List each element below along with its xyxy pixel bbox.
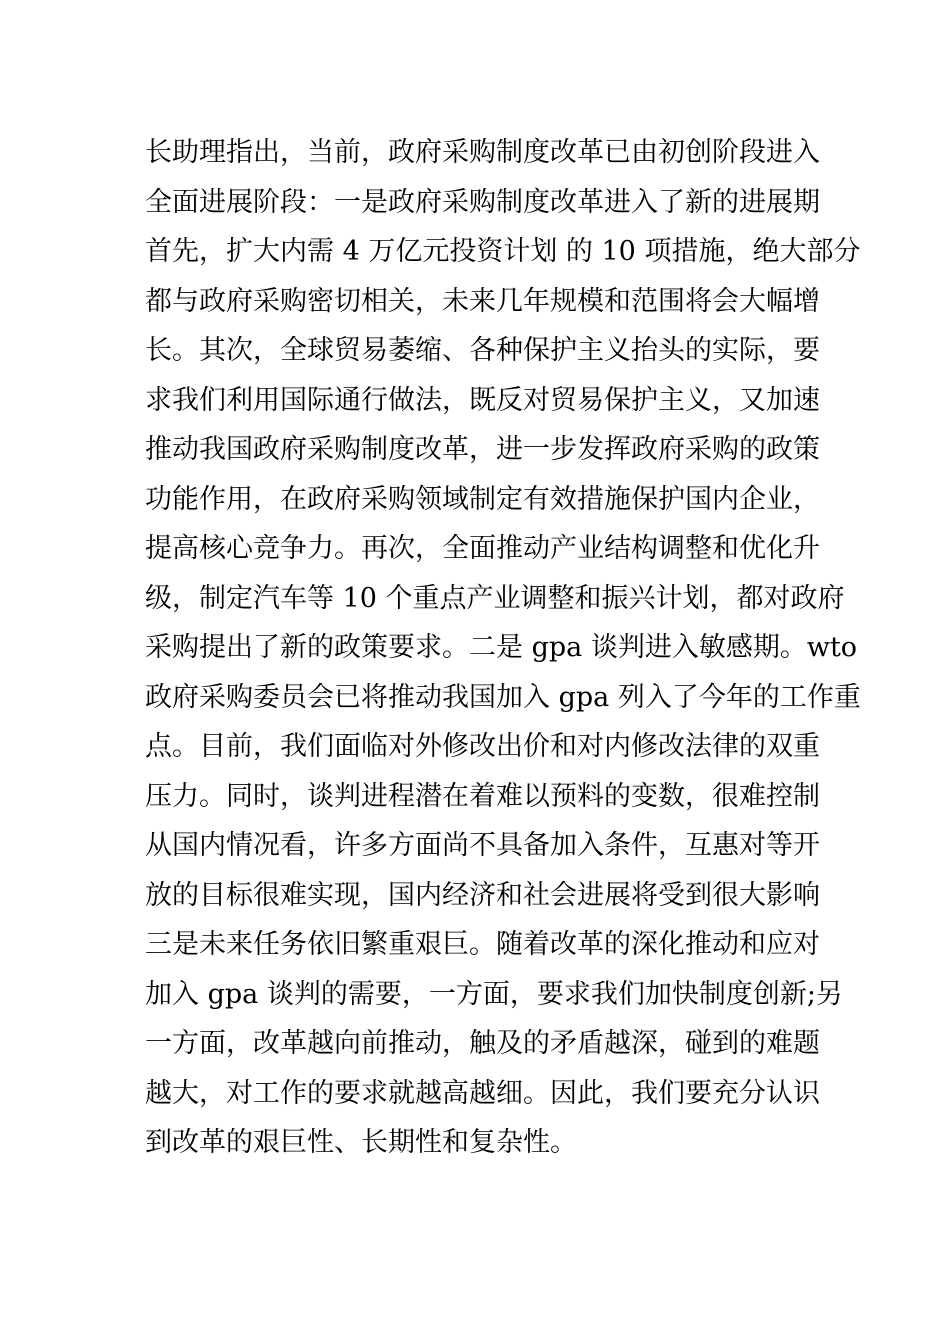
text-line: 长助理指出，当前，政府采购制度改革已由初创阶段进入 xyxy=(145,137,820,168)
text-line: 首先，扩大内需 4 万亿元投资计划 的 10 项措施，绝大部分 xyxy=(145,236,861,267)
text-line: 越大，对工作的要求就越高越细。因此，我们要充分认识 xyxy=(145,1077,820,1109)
text-line: 从国内情况看，许多方面尚不具备加入条件，互惠对等开 xyxy=(145,830,820,861)
text-line: 推动我国政府采购制度改革，进一步发挥政府采购的政策 xyxy=(145,434,820,465)
body-paragraph xyxy=(145,128,861,1168)
text-line: 长。其次，全球贸易萎缩、各种保护主义抬头的实际，要 xyxy=(145,335,820,366)
text-line: 政府采购委员会已将推动我国加入 gpa 列入了今年的工作重 xyxy=(145,681,861,713)
text-line: 点。目前，我们面临对外修改出价和对内修改法律的双重 xyxy=(145,731,820,762)
text-line: 加入 gpa 谈判的需要，一方面，要求我们加快制度创新;另 xyxy=(145,978,843,1010)
text-line: 都与政府采购密切相关，未来几年规模和范围将会大幅增 xyxy=(145,285,820,317)
text-line: 全面进展阶段：一是政府采购制度改革进入了新的进展期 xyxy=(145,186,820,218)
text-line: 采购提出了新的政策要求。二是 gpa 谈判进入敏感期。wto xyxy=(145,632,858,663)
text-line: 三是未来任务依旧繁重艰巨。随着改革的深化推动和应对 xyxy=(145,929,820,960)
text-line: 功能作用，在政府采购领域制定有效措施保护国内企业， xyxy=(145,483,820,515)
text-line: 压力。同时，谈判进程潜在着难以预料的变数，很难控制 xyxy=(145,780,820,812)
text-line: 放的目标很难实现，国内经济和社会进展将受到很大影响 xyxy=(145,879,820,911)
text-line: 一方面，改革越向前推动，触及的矛盾越深，碰到的难题 xyxy=(145,1028,820,1059)
text-line: 级，制定汽车等 10 个重点产业调整和振兴计划，都对政府 xyxy=(145,582,845,614)
text-line: 到改革的艰巨性、长期性和复杂性。 xyxy=(145,1127,577,1158)
text-line: 提高核心竞争力。再次，全面推动产业结构调整和优化升 xyxy=(145,533,820,564)
text-line: 求我们利用国际通行做法，既反对贸易保护主义，又加速 xyxy=(145,384,820,416)
